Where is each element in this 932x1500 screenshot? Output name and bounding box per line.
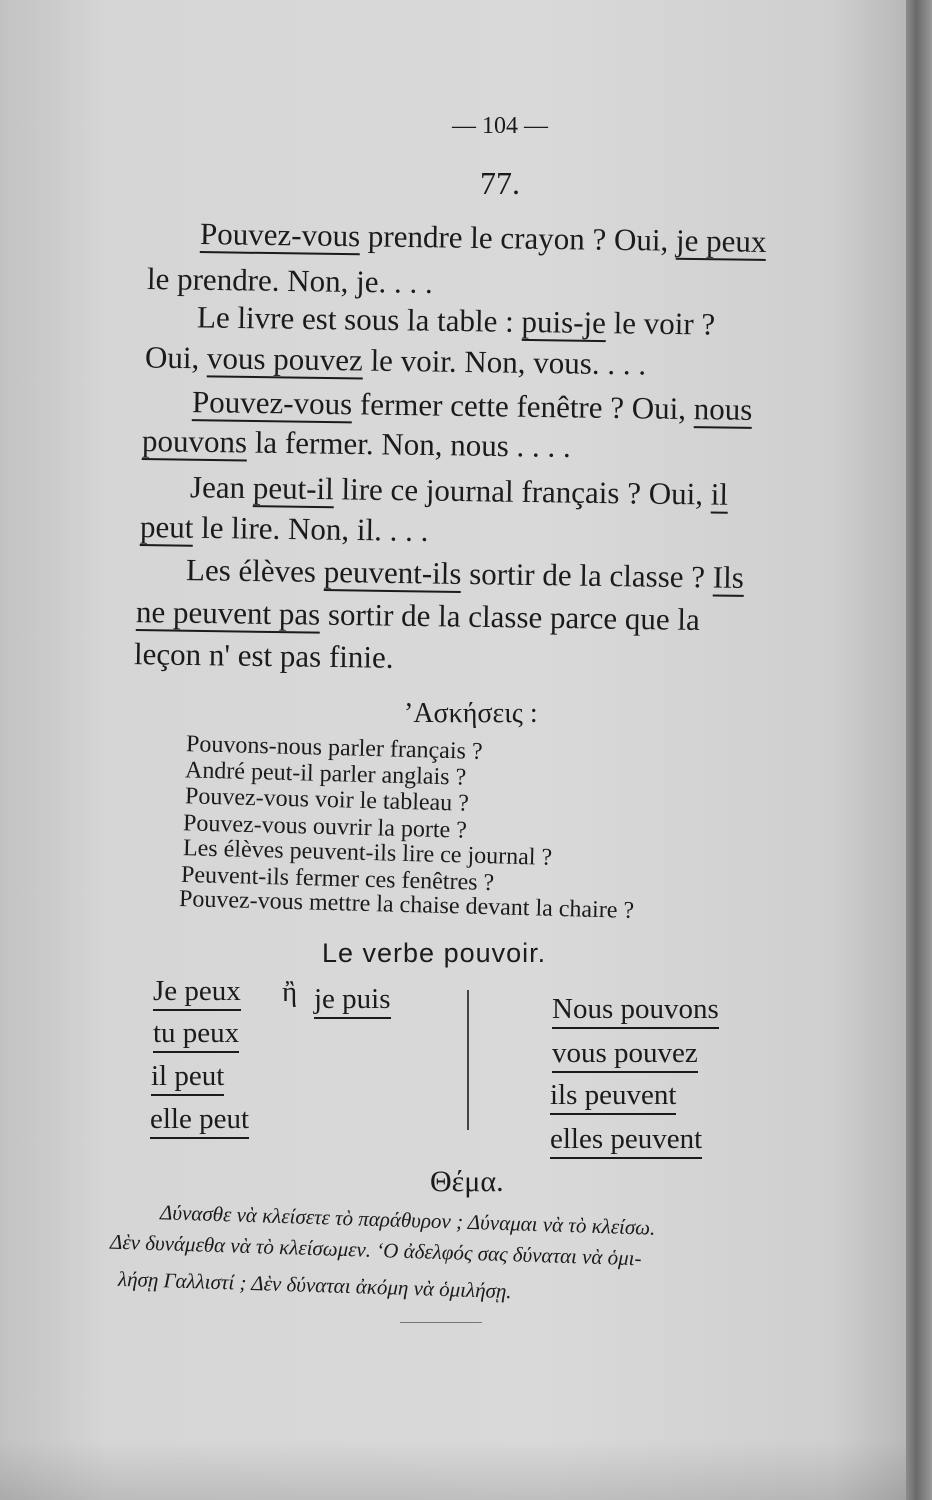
text-run: sortir de la classe ?: [461, 555, 714, 595]
conj-alt-form: je puis: [314, 984, 391, 1019]
text-run: le lire. Non, il. . . .: [193, 509, 429, 549]
underlined-phrase: puis-je: [521, 303, 607, 341]
text-line-1: [200, 218, 767, 257]
text-line-9: [186, 554, 744, 593]
text-run: lire ce journal français ? Oui,: [333, 471, 711, 512]
conj-plural-3: ils peuvent: [550, 1080, 676, 1115]
underlined-phrase: ne peuvent pas: [135, 594, 321, 632]
underlined-phrase: Pouvez-vous: [191, 384, 353, 422]
thema-heading: Θέμα.: [430, 1165, 504, 1198]
page-shadow: [0, 1440, 906, 1500]
text-run: le voir. Non, vous. . . .: [362, 342, 647, 382]
verb-heading: Le verbe pouvoir.: [322, 938, 547, 968]
alt-connector: ἢ: [282, 976, 298, 1008]
text-run: la fermer. Non, nous . . . .: [246, 424, 572, 464]
underlined-phrase: nous: [693, 391, 753, 427]
text-line-8: [139, 508, 429, 549]
text-line-6: [142, 425, 571, 462]
text-run: le voir ?: [605, 305, 716, 342]
thema-line: Δὲν δυνάμεθα νὰ τὸ κλείσωμεν. ‘Ο ἀδελφός σας δύναται νὰ ὁμι-: [109, 1229, 642, 1271]
text-line-11: [134, 638, 394, 673]
text-run: Le livre est sous la table :: [196, 299, 522, 339]
exercise-line: Pouvez-vous mettre la chaise devant la chaire ?: [178, 886, 635, 924]
underlined-phrase: peut-il: [252, 470, 335, 507]
book-gutter: [906, 0, 932, 1500]
exercise-line: Les élèves peuvent-ils lire ce journal ?: [182, 835, 553, 871]
text-run: Jean: [189, 469, 254, 506]
text-run: leçon n' est pas finie.: [133, 636, 394, 675]
text-line-2: [147, 263, 433, 298]
underlined-phrase: Ils: [712, 559, 745, 595]
text-line-7: [190, 471, 728, 510]
conj-plural-1: Nous pouvons: [552, 994, 719, 1029]
lesson-number: 77.: [480, 165, 520, 201]
underlined-phrase: peut: [139, 508, 194, 545]
exercise-line: Pouvons-nous parler français ?: [185, 731, 483, 765]
conj-singular-1: Je peux: [153, 976, 241, 1011]
conj-plural-2: vous pouvez: [552, 1038, 698, 1073]
exercise-line: Pouvez-vous voir le tableau ?: [184, 783, 470, 817]
conj-singular-3: il peut: [151, 1061, 224, 1096]
end-rule: [400, 1322, 482, 1323]
underlined-phrase: Pouvez-vous: [199, 216, 361, 254]
text-run: le prendre. Non, je. . . .: [146, 261, 434, 300]
text-line-3: [196, 299, 716, 342]
conj-plural-4: elles peuvent: [550, 1124, 702, 1159]
text-run: Les élèves: [185, 552, 324, 590]
text-line-4: [144, 339, 647, 382]
underlined-phrase: peuvent-ils: [323, 554, 462, 591]
text-line-10: [136, 596, 700, 635]
text-run: fermer cette fenêtre ? Oui,: [351, 386, 695, 427]
underlined-phrase: vous pouvez: [206, 340, 364, 378]
exercise-line: Pouvez-vous ouvrir la porte ?: [182, 810, 468, 844]
text-run: sortir de la classe parce que la: [319, 596, 701, 637]
page-number: — 104 —: [452, 113, 548, 139]
thema-line: Δύνασθε νὰ κλείσετε τὸ παράθυρον ; Δύναμαι νὰ τὸ κλείσω.: [159, 1200, 656, 1240]
underlined-phrase: je peux: [675, 222, 767, 259]
text-run: Oui,: [144, 339, 208, 376]
exercise-line: André peut-il parler anglais ?: [184, 757, 467, 791]
conj-singular-2: tu peux: [153, 1018, 239, 1053]
underlined-phrase: il: [710, 476, 729, 512]
underlined-phrase: pouvons: [141, 423, 248, 460]
thema-line: λήσῃ Γαλλιστί ; Δὲν δύναται ἀκόμη νὰ ὁμιλήσῃ.: [117, 1266, 512, 1304]
column-divider: [467, 990, 469, 1130]
exercises-heading: ’Ασκήσεις :: [404, 698, 538, 729]
text-run: prendre le crayon ? Oui,: [359, 218, 677, 258]
exercise-line: Peuvent-ils fermer ces fenêtres ?: [180, 861, 495, 897]
text-line-5: [192, 386, 753, 425]
conj-singular-4: elle peut: [150, 1104, 249, 1139]
